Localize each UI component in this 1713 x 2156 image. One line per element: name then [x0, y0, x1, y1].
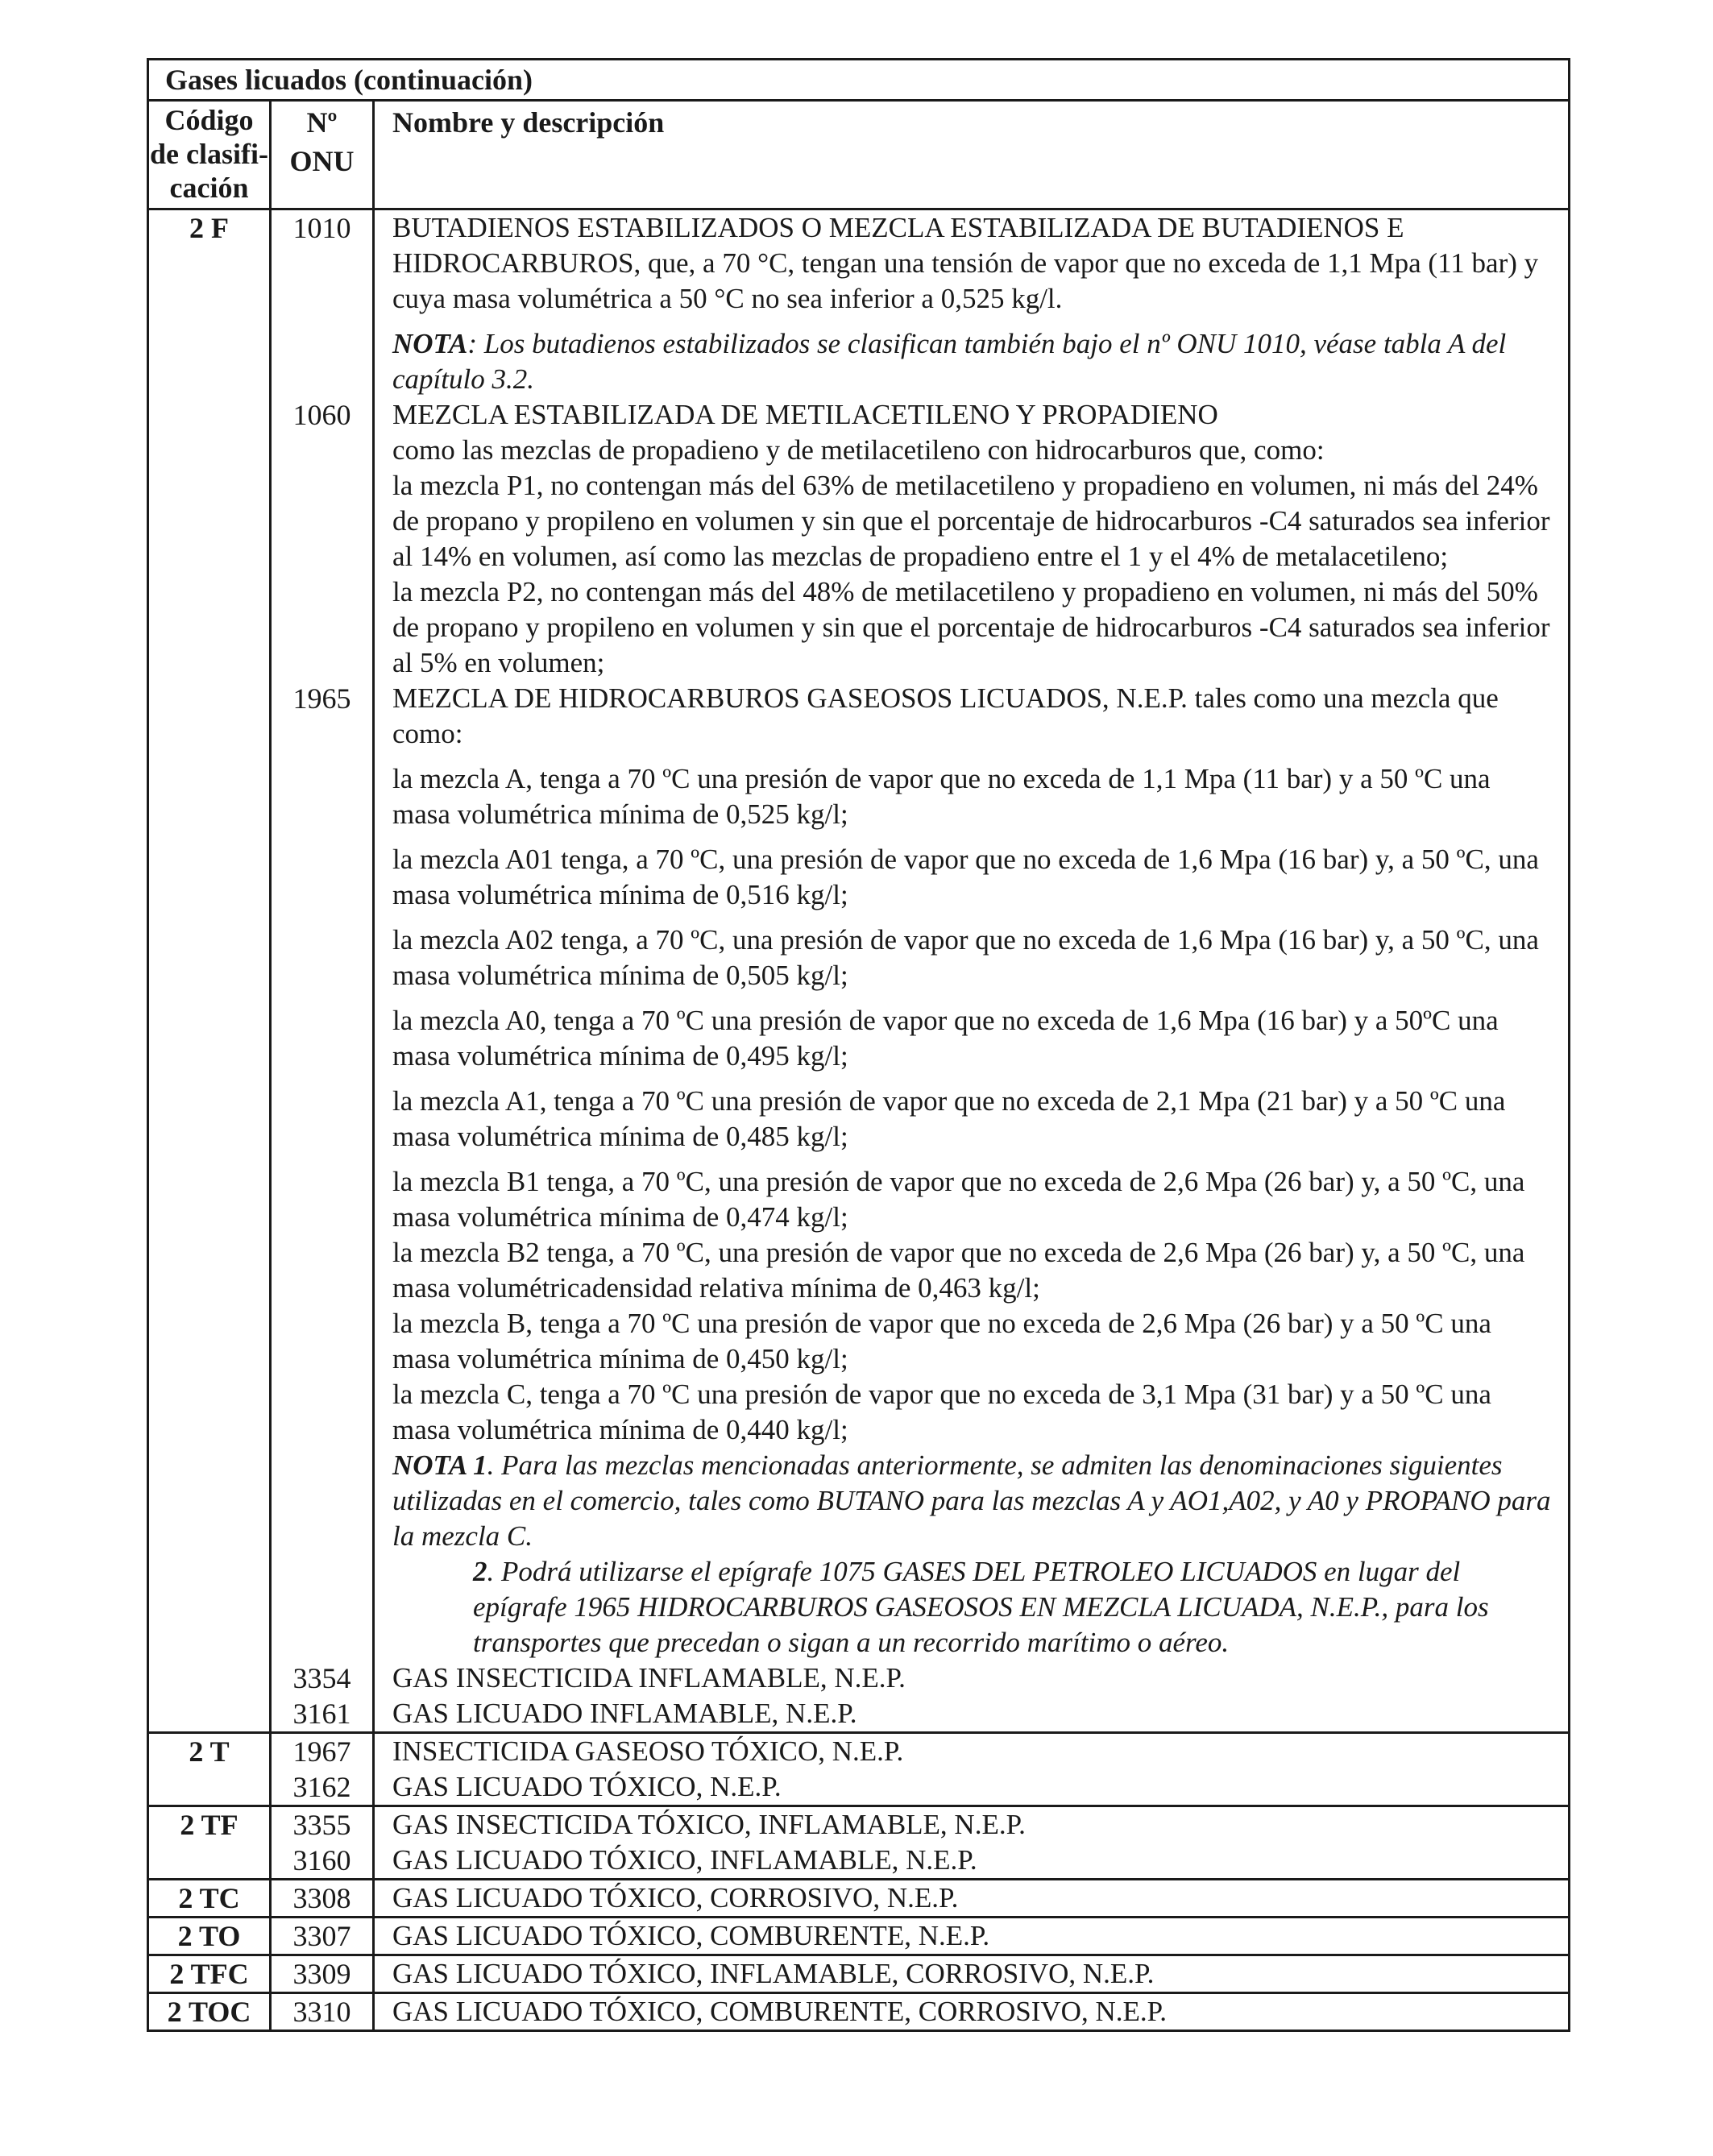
onu-number-cell	[271, 1806, 374, 1880]
note-paragraph	[392, 1448, 1552, 1554]
table-header-row	[148, 101, 1570, 209]
classification-code: 2 TC	[148, 1880, 271, 1918]
onu-number-cell	[271, 1880, 374, 1918]
onu-number: 3354	[292, 1662, 351, 1694]
onu-number: 3160	[292, 1844, 351, 1876]
paragraph-text: GAS INSECTICIDA TÓXICO, INFLAMABLE, N.E.P.	[392, 1809, 1026, 1840]
onu-number-cell	[271, 1955, 374, 1993]
onu-number: 1965	[292, 682, 351, 715]
table-title-row	[148, 60, 1570, 101]
onu-number: 3355	[292, 1809, 351, 1841]
paragraph-text: la mezcla A02 tenga, a 70 ºC, una presión de vapor que no exceda de 1,6 Mpa (16 bar) y, a 50 ºC, una masa volumétrica mínima de 0,505 kg/l;	[392, 924, 1539, 991]
paragraph-text: GAS LICUADO TÓXICO, INFLAMABLE, CORROSIVO, N.E.P.	[392, 1958, 1155, 1989]
paragraph-text: GAS INSECTICIDA INFLAMABLE, N.E.P.	[392, 1662, 906, 1694]
classification-code: 2 TF	[148, 1806, 271, 1880]
entry-description	[392, 1696, 1552, 1731]
description-cell	[374, 1918, 1570, 1955]
paragraph-text: la mezcla A0, tenga a 70 ºC una presión de vapor que no exceda de 1,6 Mpa (16 bar) y a 50ºC una masa volumétrica mínima de 0,495 kg/l;	[392, 1005, 1499, 1072]
entry-description	[392, 1956, 1552, 1992]
paragraph-text: GAS LICUADO TÓXICO, N.E.P.	[392, 1771, 782, 1802]
description-paragraph	[392, 1734, 1552, 1769]
table-row	[148, 1733, 1570, 1806]
header-onu-line: Nº	[306, 106, 338, 139]
gases-table	[147, 58, 1570, 2032]
paragraph-text: . Podrá utilizarse el epígrafe 1075 GASES DEL PETROLEO LICUADOS en lugar del epígrafe 1965 HIDROCARBUROS GASEOSOS EN MEZCLA LICUADA, N.E.P., para los transportes que precedan o sigan a un recorrido marítimo o aéreo.	[473, 1556, 1489, 1658]
document-page	[147, 58, 1568, 2032]
onu-number: 1060	[292, 399, 351, 431]
paragraph-text: MEZCLA ESTABILIZADA DE METILACETILENO Y PROPADIENO	[392, 399, 1218, 430]
entry-description	[392, 1880, 1552, 1916]
table-row	[148, 1955, 1570, 1993]
paragraph-text: BUTADIENOS ESTABILIZADOS O MEZCLA ESTABILIZADA DE BUTADIENOS E HIDROCARBUROS, que, a 70 °C, tengan una tensión de vapor que no exceda de 1,1 Mpa (11 bar) y cuya masa volumétrica a 50 °C no sea inferior a 0,525 kg/l.	[392, 212, 1539, 314]
paragraph-text: : Los butadienos estabilizados se clasifican también bajo el nº ONU 1010, véase tabla A del capítulo 3.2.	[392, 328, 1507, 395]
paragraph-text: GAS LICUADO TÓXICO, COMBURENTE, N.E.P.	[392, 1920, 990, 1951]
description-paragraph	[392, 1880, 1552, 1916]
paragraph-text: la mezcla A1, tenga a 70 ºC una presión de vapor que no exceda de 2,1 Mpa (21 bar) y a 50 ºC una masa volumétrica mínima de 0,485 kg/l;	[392, 1085, 1506, 1152]
onu-number-cell	[271, 209, 374, 1733]
description-cell	[374, 1993, 1570, 2031]
entry-description	[392, 210, 1552, 397]
onu-number-cell	[271, 1733, 374, 1806]
description-paragraph	[392, 1807, 1552, 1843]
entry-description	[392, 1769, 1552, 1805]
onu-number: 1967	[292, 1735, 351, 1768]
note-label: NOTA	[392, 328, 468, 359]
table-row	[148, 1993, 1570, 2031]
onu-number: 3309	[292, 1958, 351, 1990]
description-cell	[374, 1880, 1570, 1918]
paragraph-text: la mezcla B, tenga a 70 ºC una presión de vapor que no exceda de 2,6 Mpa (26 bar) y a 50 ºC una masa volumétrica mínima de 0,450 kg/l;	[392, 1308, 1491, 1374]
description-cell	[374, 1955, 1570, 1993]
classification-code: 2 TFC	[148, 1955, 271, 1993]
classification-code: 2 F	[148, 209, 271, 1733]
table-row	[148, 1806, 1570, 1880]
paragraph-text: GAS LICUADO TÓXICO, CORROSIVO, N.E.P.	[392, 1882, 959, 1913]
description-cell	[374, 1806, 1570, 1880]
table-row	[148, 1918, 1570, 1955]
description-paragraph	[392, 433, 1552, 468]
paragraph-text: GAS LICUADO INFLAMABLE, N.E.P.	[392, 1698, 857, 1729]
header-code-line: de clasifi-	[150, 138, 268, 170]
description-paragraph	[392, 842, 1552, 913]
description-paragraph	[392, 397, 1552, 433]
note-label: 2	[473, 1556, 487, 1587]
description-paragraph	[392, 574, 1552, 681]
note-paragraph	[392, 1554, 1552, 1661]
description-paragraph	[392, 761, 1552, 832]
onu-number-cell	[271, 1918, 374, 1955]
description-paragraph	[392, 1994, 1552, 2030]
table-title: Gases licuados (continuación)	[148, 60, 1570, 101]
description-paragraph	[392, 468, 1552, 574]
entry-description	[392, 1807, 1552, 1843]
note-paragraph	[392, 326, 1552, 397]
description-paragraph	[392, 1956, 1552, 1992]
description-paragraph	[392, 681, 1552, 752]
description-paragraph	[392, 1769, 1552, 1805]
paragraph-text: la mezcla P2, no contengan más del 48% de metilacetileno y propadieno en volumen, ni más del 50% de propano y propileno en volumen y sin que el porcentaje de hidrocarburos -C4 saturados sea inferior al 5% en volumen;	[392, 576, 1550, 678]
entry-description	[392, 1994, 1552, 2030]
onu-number: 3307	[292, 1920, 351, 1952]
onu-number: 3308	[292, 1882, 351, 1914]
description-paragraph	[392, 1661, 1552, 1696]
description-paragraph	[392, 1164, 1552, 1235]
description-cell	[374, 209, 1570, 1733]
description-paragraph	[392, 1696, 1552, 1731]
header-code	[148, 101, 271, 209]
description-paragraph	[392, 210, 1552, 317]
description-paragraph	[392, 1084, 1552, 1155]
header-onu-line: ONU	[289, 145, 355, 177]
header-code-line: cación	[169, 172, 249, 204]
onu-number: 3162	[292, 1771, 351, 1803]
note-label: NOTA 1	[392, 1449, 487, 1481]
paragraph-text: la mezcla A01 tenga, a 70 ºC, una presión de vapor que no exceda de 1,6 Mpa (16 bar) y, a 50 ºC, una masa volumétrica mínima de 0,516 kg/l;	[392, 844, 1539, 910]
paragraph-text: GAS LICUADO TÓXICO, INFLAMABLE, N.E.P.	[392, 1844, 977, 1876]
description-paragraph	[392, 923, 1552, 993]
paragraph-text: la mezcla A, tenga a 70 ºC una presión de vapor que no exceda de 1,1 Mpa (11 bar) y a 50 ºC una masa volumétrica mínima de 0,525 kg/l;	[392, 763, 1491, 830]
onu-number: 1010	[292, 212, 351, 244]
table-row	[148, 209, 1570, 1733]
paragraph-text: la mezcla C, tenga a 70 ºC una presión de vapor que no exceda de 3,1 Mpa (31 bar) y a 50 ºC una masa volumétrica mínima de 0,440 kg/l;	[392, 1379, 1491, 1445]
onu-number: 3161	[292, 1698, 351, 1730]
description-paragraph	[392, 1918, 1552, 1954]
description-cell	[374, 1733, 1570, 1806]
paragraph-text: . Para las mezclas mencionadas anteriormente, se admiten las denominaciones siguientes utilizadas en el comercio, tales como BUTANO para las mezclas A y AO1,A02, y A0 y PROPANO para la mezcla C.	[392, 1449, 1551, 1552]
paragraph-text: como las mezclas de propadieno y de metilacetileno con hidrocarburos que, como:	[392, 434, 1325, 466]
paragraph-text: GAS LICUADO TÓXICO, COMBURENTE, CORROSIVO, N.E.P.	[392, 1996, 1167, 2027]
entry-description	[392, 1918, 1552, 1954]
entry-description	[392, 681, 1552, 1661]
entry-description	[392, 1843, 1552, 1878]
entry-description	[392, 397, 1552, 681]
description-paragraph	[392, 1235, 1552, 1306]
table-row	[148, 1880, 1570, 1918]
entry-description	[392, 1661, 1552, 1696]
description-paragraph	[392, 1306, 1552, 1377]
paragraph-text: la mezcla B2 tenga, a 70 ºC, una presión de vapor que no exceda de 2,6 Mpa (26 bar) y, a 50 ºC, una masa volumétricadensidad relativa mínima de 0,463 kg/l;	[392, 1237, 1525, 1304]
classification-code: 2 TOC	[148, 1993, 271, 2031]
onu-number: 3310	[292, 1996, 351, 2028]
paragraph-text: MEZCLA DE HIDROCARBUROS GASEOSOS LICUADOS, N.E.P. tales como una mezcla que como:	[392, 682, 1499, 749]
header-code-line: Código	[164, 104, 254, 136]
header-description: Nombre y descripción	[374, 101, 1570, 209]
paragraph-text: la mezcla B1 tenga, a 70 ºC, una presión de vapor que no exceda de 2,6 Mpa (26 bar) y, a 50 ºC, una masa volumétrica mínima de 0,474 kg/l;	[392, 1166, 1525, 1233]
description-paragraph	[392, 1377, 1552, 1448]
onu-number-cell	[271, 1993, 374, 2031]
header-onu	[271, 101, 374, 209]
description-paragraph	[392, 1843, 1552, 1878]
classification-code: 2 T	[148, 1733, 271, 1806]
paragraph-text: la mezcla P1, no contengan más del 63% de metilacetileno y propadieno en volumen, ni más del 24% de propano y propileno en volumen y sin que el porcentaje de hidrocarburos -C4 saturados sea inferior al 14% en volumen, así como las mezclas de propadieno entre el 1 y el 4% de metalacetileno;	[392, 470, 1550, 572]
paragraph-text: INSECTICIDA GASEOSO TÓXICO, N.E.P.	[392, 1735, 904, 1767]
entry-description	[392, 1734, 1552, 1769]
classification-code: 2 TO	[148, 1918, 271, 1955]
description-paragraph	[392, 1003, 1552, 1074]
